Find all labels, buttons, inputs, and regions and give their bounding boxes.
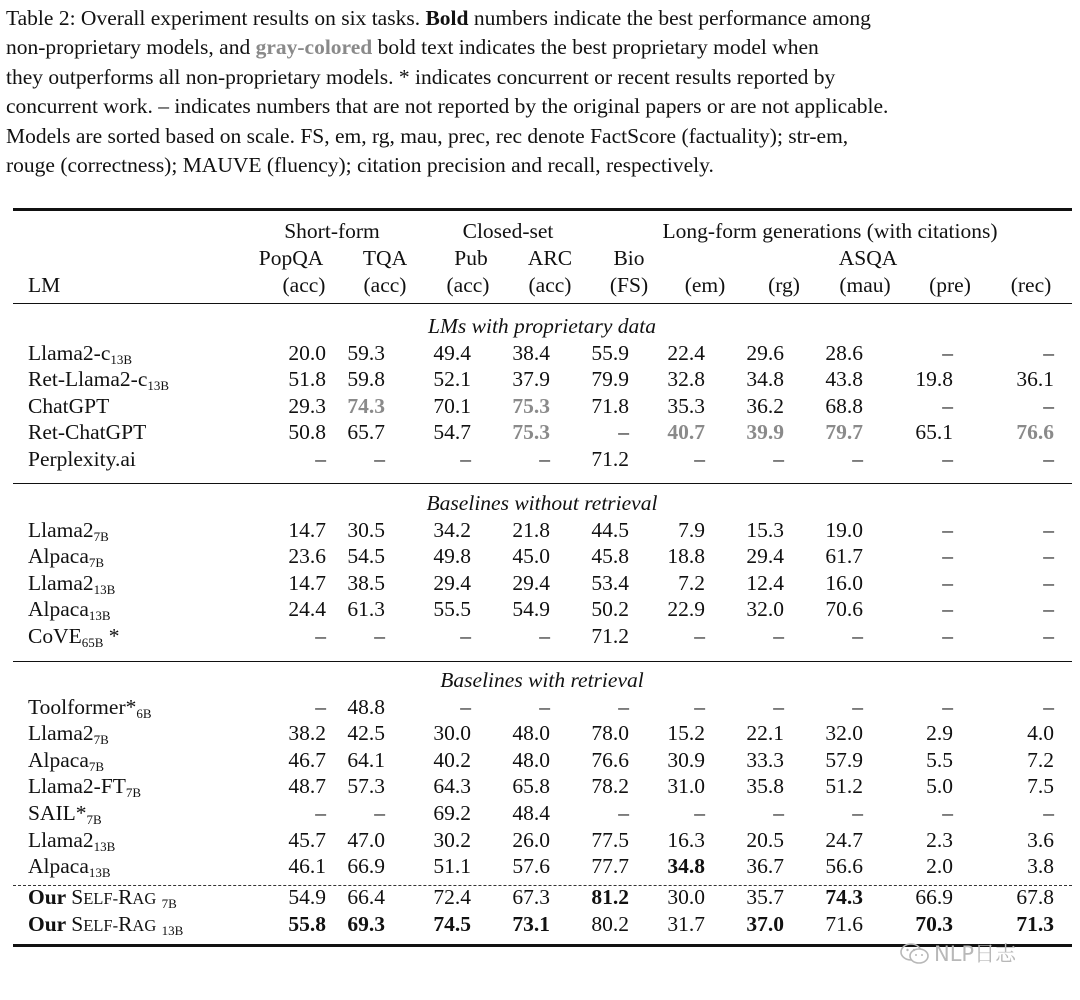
table-cell: – [942, 624, 953, 648]
table-cell: 30.5 [347, 517, 385, 542]
table-cell: 48.4 [512, 801, 550, 825]
table-cell: 34.8 [667, 854, 705, 879]
table-cell: 19.0 [825, 517, 863, 542]
table-cell: 29.3 [288, 393, 326, 418]
table-cell: 34.8 [746, 367, 784, 392]
header-metric-label: (rec) [1010, 273, 1052, 297]
table-cell: – [1043, 447, 1054, 471]
table-cell: 78.0 [591, 721, 629, 746]
table-cell: – [942, 694, 953, 719]
table-cell: 7.2 [678, 570, 705, 595]
table-cell: 45.8 [591, 544, 629, 569]
table-cell: 70.3 [915, 912, 953, 936]
table-cell: 18.8 [667, 544, 705, 569]
table-cell: 22.9 [667, 597, 705, 622]
table-cell: 3.8 [1027, 854, 1054, 879]
model-scale: 7B [86, 812, 102, 827]
self-rag-name: SELF-RAG [71, 912, 157, 936]
table-cell: – [1043, 694, 1054, 719]
model-scale: 7B [88, 555, 105, 571]
table-cell: – [942, 393, 953, 418]
table-cell: 36.2 [746, 393, 784, 418]
wechat-icon [900, 942, 930, 966]
table-rule [13, 661, 1072, 662]
table-cell: – [315, 447, 326, 471]
table-cell: 14.7 [288, 570, 326, 595]
table-cell: – [1043, 801, 1054, 825]
table-cell: 46.7 [288, 747, 326, 772]
table-cell: 38.4 [512, 340, 550, 365]
header-metric-label: (acc) [528, 273, 572, 297]
table-cell: – [374, 624, 385, 648]
table-cell: 30.0 [667, 885, 705, 909]
table-cell: 30.9 [667, 747, 705, 772]
model-name-ours [28, 911, 183, 939]
table-cell: 29.4 [512, 570, 550, 595]
table-cell: – [942, 801, 953, 825]
model-scale: 7B [93, 528, 109, 544]
model-scale: 13B [93, 581, 116, 597]
table-cell: 66.9 [347, 854, 385, 879]
table-cell: 29.4 [433, 570, 471, 595]
table-cell: – [539, 694, 550, 719]
table-cell: – [773, 624, 784, 648]
table-cell: 22.1 [746, 721, 784, 746]
table-cell: 52.1 [433, 367, 471, 392]
table-cell: 29.6 [746, 340, 784, 365]
table-cell: – [942, 544, 953, 569]
table-cell: – [694, 694, 705, 719]
model-scale: 7B [125, 785, 142, 801]
table-cell: 48.0 [512, 747, 550, 772]
table-cell: 81.2 [591, 885, 629, 909]
table-cell: 24.4 [288, 597, 326, 622]
header-metric-label: (pre) [929, 273, 971, 297]
model-name: $Llama2_{7B}$ [28, 721, 109, 748]
table-cell: – [539, 447, 550, 471]
table-cell: 46.1 [288, 854, 326, 879]
table-cell: 5.0 [926, 774, 953, 799]
table-cell: – [315, 624, 326, 648]
table-cell: 7.9 [678, 517, 705, 542]
header-dataset-label: ASQA [838, 246, 898, 270]
model-scale: 65B [81, 635, 104, 650]
table-cell: 50.2 [591, 597, 629, 622]
table-cell: – [1043, 624, 1054, 648]
table-cell: – [1043, 340, 1054, 365]
caption-line-3: they outperforms all non-proprietary models. * indicates concurrent or recent results reported by [6, 64, 836, 89]
table-cell: 12.4 [746, 570, 784, 595]
table-cell: – [460, 624, 471, 648]
table-cell: 23.6 [288, 544, 326, 569]
model-name: $SAIL*_{7B}$ [28, 801, 102, 827]
table-cell: – [374, 447, 385, 471]
model-scale: 13B [147, 378, 170, 394]
table-cell: 75.3 [512, 420, 550, 445]
header-metric-label: (mau) [839, 273, 891, 297]
table-cell: – [460, 447, 471, 471]
table-cell: 24.7 [825, 827, 863, 852]
table-cell: 42.5 [347, 721, 385, 746]
table-cell: 59.3 [347, 340, 385, 365]
table-cell: 43.8 [825, 367, 863, 392]
model-name: ChatGPT [28, 393, 110, 418]
table-cell: 51.1 [433, 854, 471, 879]
table-cell: 32.8 [667, 367, 705, 392]
table-cell: 49.8 [433, 544, 471, 569]
table-cell: 29.4 [746, 544, 784, 569]
table-cell: 74.5 [433, 912, 471, 936]
table-cell: 57.9 [825, 747, 863, 772]
table-cell: 37.9 [512, 367, 550, 392]
table-cell: 57.3 [347, 774, 385, 799]
table-cell: 80.2 [591, 912, 629, 936]
table-cell: 32.0 [746, 597, 784, 622]
model-name: $Llama2_{13B}$ [28, 570, 116, 597]
table-cell: 49.4 [433, 340, 471, 365]
table-cell: 50.8 [288, 420, 326, 445]
table-cell: 59.8 [347, 367, 385, 392]
table-cell: 7.2 [1027, 747, 1054, 772]
table-cell: 38.2 [288, 721, 326, 746]
table-cell: 19.8 [915, 367, 953, 392]
table-cell: 76.6 [1016, 420, 1054, 445]
table-cell: 39.9 [746, 420, 784, 445]
table-cell: – [374, 801, 385, 825]
ours-prefix: Our [28, 885, 72, 909]
caption-line-5: Models are sorted based on scale. FS, em, rg, mau, prec, rec denote FactScore (factuality); str-em, [6, 123, 849, 148]
model-name: $Llama2_{13B}$ [28, 827, 116, 854]
table-cell: 64.1 [347, 747, 385, 772]
table-cell: 2.3 [926, 827, 953, 852]
model-name: $Llama2-c_{13B}$ [28, 340, 133, 367]
header-lm-label: LM [28, 273, 61, 297]
table-cell: – [618, 420, 629, 445]
header-dataset-label: Pub [454, 246, 488, 270]
table-cell: 15.3 [746, 517, 784, 542]
table-cell: 66.4 [347, 885, 385, 909]
model-name: CoVE$_{65B}$ * [28, 624, 120, 650]
header-dataset-label: Bio [613, 246, 645, 270]
header-metric-label: (FS) [609, 273, 649, 297]
table-cell: 51.2 [825, 774, 863, 799]
table-cell: 74.3 [347, 393, 385, 418]
model-name: Alpaca$_{13B}$ [28, 597, 111, 624]
table-cell: – [942, 570, 953, 595]
table-cell: 5.5 [926, 747, 953, 772]
header-metric-label: (em) [684, 273, 726, 297]
table-rule [13, 208, 1072, 211]
table-cell: 16.0 [825, 570, 863, 595]
table-cell: 51.8 [288, 367, 326, 392]
table-cell: 26.0 [512, 827, 550, 852]
table-cell: – [315, 694, 326, 719]
table-cell: 54.9 [288, 885, 326, 909]
table-cell: 70.6 [825, 597, 863, 622]
table-cell: 70.1 [433, 393, 471, 418]
table-cell: – [460, 694, 471, 719]
table-cell: 31.7 [667, 912, 705, 936]
table-cell: 54.7 [433, 420, 471, 445]
header-group-label: Closed-set [462, 219, 554, 243]
table-cell: 4.0 [1027, 721, 1054, 746]
table-cell: 73.1 [512, 912, 550, 936]
table-cell: 45.7 [288, 827, 326, 852]
table-cell: 54.5 [347, 544, 385, 569]
table-cell: – [773, 694, 784, 719]
model-name: Alpaca$_{7B}$ [28, 544, 105, 571]
table-cell: – [618, 801, 629, 825]
table-cell: 30.2 [433, 827, 471, 852]
table-cell: – [694, 624, 705, 648]
ours-prefix: Our [28, 912, 72, 936]
table-cell: 2.0 [926, 854, 953, 879]
table-cell: – [315, 801, 326, 825]
table-cell: 3.6 [1027, 827, 1054, 852]
model-scale: 7B [161, 896, 177, 911]
table-cell: 61.3 [347, 597, 385, 622]
caption-line-1: Table 2: Overall experiment results on six tasks. Bold numbers indicate the best performance among [6, 6, 871, 30]
model-name: Alpaca$_{7B}$ [28, 747, 105, 774]
table-cell: 79.9 [591, 367, 629, 392]
model-scale: 13B [110, 351, 133, 367]
table-cell: 78.2 [591, 774, 629, 799]
table-cell: 65.7 [347, 420, 385, 445]
table-cell: 67.3 [512, 885, 550, 909]
table-cell: 34.2 [433, 517, 471, 542]
model-name-ours [28, 884, 177, 912]
table-cell: 69.3 [347, 912, 385, 936]
table-cell: 44.5 [591, 517, 629, 542]
table-cell: 40.2 [433, 747, 471, 772]
table-cell: – [1043, 393, 1054, 418]
table-cell: 35.7 [746, 885, 784, 909]
table-cell: – [852, 694, 863, 719]
table-cell: 71.2 [591, 624, 629, 648]
table-cell: 36.1 [1016, 367, 1054, 392]
table-cell: – [852, 447, 863, 471]
table-cell: – [694, 447, 705, 471]
section-title: Baselines with retrieval [440, 668, 644, 692]
table-cell: 20.0 [288, 340, 326, 365]
table-cell: 55.8 [288, 912, 326, 936]
model-scale: 7B [93, 732, 109, 748]
table-cell: 55.9 [591, 340, 629, 365]
watermark [900, 938, 1016, 968]
table-cell: 72.4 [433, 885, 471, 909]
table-cell: 35.3 [667, 393, 705, 418]
table-cell: 2.9 [926, 721, 953, 746]
table-cell: 77.7 [591, 854, 629, 879]
header-dataset-label: ARC [527, 246, 573, 270]
table-cell: 14.7 [288, 517, 326, 542]
table-cell: 33.3 [746, 747, 784, 772]
table-cell: – [852, 624, 863, 648]
table-cell: 38.5 [347, 570, 385, 595]
model-scale: 13B [93, 838, 116, 854]
header-dataset-label: TQA [362, 246, 408, 270]
table-cell: 48.0 [512, 721, 550, 746]
caption-line-2: non-proprietary models, and gray-colored bold text indicates the best proprietary model when [6, 35, 819, 60]
model-name: Alpaca$_{13B}$ [28, 854, 111, 881]
table-cell: 31.0 [667, 774, 705, 799]
table-cell: 40.7 [667, 420, 705, 445]
header-metric-label: (rg) [768, 273, 800, 297]
header-group-label: Short-form [284, 219, 380, 243]
table-cell: 71.2 [591, 447, 629, 471]
model-scale: 13B [88, 865, 111, 881]
table-cell: 47.0 [347, 827, 385, 852]
model-name: $Llama2-FT_{7B}$ [28, 774, 142, 801]
caption-line-4: concurrent work. – indicates numbers that are not reported by the original papers or are not applicable. [6, 94, 889, 119]
table-cell: 15.2 [667, 721, 705, 746]
table-cell: 71.3 [1016, 912, 1054, 936]
table-cell: 71.6 [825, 912, 863, 936]
table-cell: 68.8 [825, 393, 863, 418]
model-name: $Llama2_{7B}$ [28, 517, 109, 544]
table-cell: – [942, 597, 953, 622]
table-cell: 53.4 [591, 570, 629, 595]
table-cell: – [539, 624, 550, 648]
table-cell: 76.6 [591, 747, 629, 772]
model-name: Perplexity.ai [28, 447, 136, 471]
model-scale: 13B [161, 923, 184, 938]
table-cell: 48.7 [288, 774, 326, 799]
watermark-text: NLP日志 [934, 942, 1017, 966]
table-cell: – [694, 801, 705, 825]
model-scale: 7B [88, 758, 105, 774]
header-metric-label: (acc) [282, 273, 326, 297]
model-scale: 6B [136, 705, 152, 721]
section-title: Baselines without retrieval [426, 491, 658, 515]
table-cell: 28.6 [825, 340, 863, 365]
table-cell: 56.6 [825, 854, 863, 879]
table-cell: 21.8 [512, 517, 550, 542]
table-cell: 55.5 [433, 597, 471, 622]
table-cell: – [1043, 570, 1054, 595]
table-cell: 67.8 [1016, 885, 1054, 909]
table-cell: – [773, 801, 784, 825]
table-cell: 45.0 [512, 544, 550, 569]
table-cell: 57.6 [512, 854, 550, 879]
model-name: Ret-ChatGPT [28, 420, 147, 445]
table-cell: – [618, 694, 629, 719]
table-cell: 22.4 [667, 340, 705, 365]
table-cell: 71.8 [591, 393, 629, 418]
table-caption [6, 4, 1080, 180]
table-cell: 61.7 [825, 544, 863, 569]
header-metric-label: (acc) [363, 273, 407, 297]
table-cell: 75.3 [512, 393, 550, 418]
table-rule [13, 303, 1072, 304]
table-cell: 65.1 [915, 420, 953, 445]
table-cell: 54.9 [512, 597, 550, 622]
table-cell: 66.9 [915, 885, 953, 909]
table-cell: 65.8 [512, 774, 550, 799]
model-name: Ret-$Llama2-c_{13B}$ [28, 367, 170, 394]
table-cell: 74.3 [825, 885, 863, 909]
table-cell: 77.5 [591, 827, 629, 852]
header-dataset-label: PopQA [258, 246, 324, 270]
model-scale: 13B [88, 608, 111, 624]
table-cell: 36.7 [746, 854, 784, 879]
table-cell: 64.3 [433, 774, 471, 799]
table-cell: – [773, 447, 784, 471]
header-metric-label: (acc) [446, 273, 490, 297]
table-cell: 30.0 [433, 721, 471, 746]
self-rag-name: SELF-RAG [71, 885, 157, 909]
caption-line-6: rouge (correctness); MAUVE (fluency); citation precision and recall, respectively. [6, 153, 714, 178]
table-cell: – [852, 801, 863, 825]
table-cell: 48.8 [347, 694, 385, 719]
table-cell: 37.0 [746, 912, 784, 936]
table-cell: 20.5 [746, 827, 784, 852]
table-cell: – [942, 517, 953, 542]
table-cell: – [942, 447, 953, 471]
table-cell: – [1043, 544, 1054, 569]
table-cell: 7.5 [1027, 774, 1054, 799]
model-name: $Toolformer*_{6B}$ [28, 694, 152, 721]
table-cell: 32.0 [825, 721, 863, 746]
section-title: LMs with proprietary data [428, 314, 656, 338]
header-group-label: Long-form generations (with citations) [662, 219, 998, 243]
table-cell: 79.7 [825, 420, 863, 445]
table-cell: 35.8 [746, 774, 784, 799]
table-cell: – [1043, 517, 1054, 542]
table-rule [13, 483, 1072, 484]
table-cell: 16.3 [667, 827, 705, 852]
table-cell: – [1043, 597, 1054, 622]
table-cell: 69.2 [433, 801, 471, 825]
table-cell: – [942, 340, 953, 365]
